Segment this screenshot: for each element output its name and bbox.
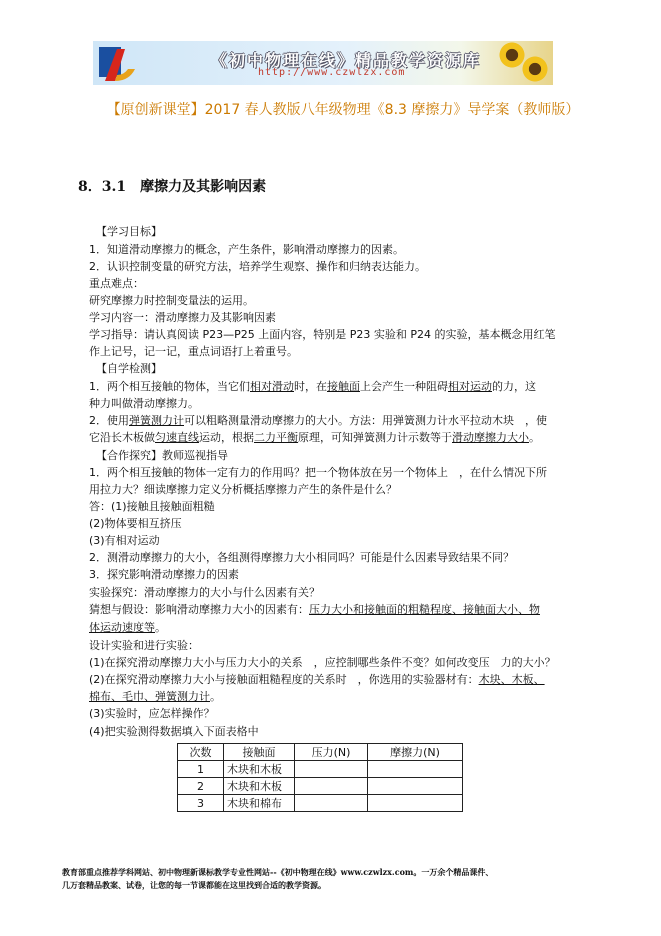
document-title: 【原创新课堂】2017 春人教版八年级物理《8.3 摩擦力》导学案（教师版）: [106, 102, 580, 118]
table-cell: 木块和木板: [224, 761, 295, 778]
coop-heading: 【合作探究】教师巡视指导: [96, 449, 228, 462]
site-logo: [95, 41, 141, 85]
coop-q1-cont: 用拉力大？细读摩擦力定义分析概括摩擦力产生的条件是什么？: [89, 483, 397, 496]
learning-guide: 学习指导：请认真阅读 P23—P25 上面内容，特别是 P23 实验和 P24 的实验，基本概念用红笔: [89, 328, 556, 341]
learning-content: 学习内容一：滑动摩擦力及其影响因素: [89, 311, 276, 324]
table-cell: 1: [178, 761, 224, 778]
header-cell: 接触面: [224, 744, 295, 761]
coop-q2: 2．测滑动摩擦力的大小，各组测得摩擦力大小相同吗？可能是什么因素导致结果不同？: [89, 551, 514, 564]
design-2-cont: 棉布、毛巾、弹簧测力计。: [89, 690, 221, 703]
data-table: [177, 743, 463, 812]
table-row: [178, 761, 463, 778]
header-cell: 压力(N): [295, 744, 368, 761]
table-cell: 木块和木板: [224, 778, 295, 795]
table-cell[interactable]: [295, 761, 368, 778]
table-cell[interactable]: [368, 761, 463, 778]
coop-q1: 1．两个相互接触的物体一定有力的作用吗？把一个物体放在另一个物体上 ，在什么情况下所: [89, 466, 547, 479]
design-heading: 设计实验和进行实验：: [89, 639, 199, 652]
header-banner: [93, 41, 553, 85]
self-test-q2-cont: 它沿长木板做匀速直线运动，根据二力平衡原理，可知弹簧测力计示数等于滑动摩擦力大小。: [89, 431, 540, 444]
goal-2: 2．认识控制变量的研究方法，培养学生观察、操作和归纳表达能力。: [89, 260, 426, 273]
self-test-q1-cont: 种力叫做滑动摩擦力。: [89, 397, 199, 410]
table-row: [178, 795, 463, 812]
self-test-q1: 1．两个相互接触的物体，当它们相对滑动时，在接触面上会产生一种阻碍相对运动的力，这: [89, 380, 536, 393]
learning-guide-cont: 作上记号，记一记，重点词语打上着重号。: [89, 345, 298, 358]
footer-line-2: 几万套精品教案、试卷，让您的每一节课都能在这里找到合适的教学资源。: [62, 880, 326, 890]
goals-heading: 【学习目标】: [96, 225, 162, 238]
key-text: 研究摩擦力时控制变量法的运用。: [89, 294, 254, 307]
coop-q3: 3．探究影响滑动摩擦力的因素: [89, 568, 239, 581]
banner-title: 《初中物理在线》精品教学资源库: [211, 51, 482, 70]
table-row: [178, 778, 463, 795]
answer-3: (3)有相对运动: [89, 534, 160, 547]
banner-url[interactable]: http://www.czwlzx.com: [258, 67, 406, 78]
self-test-heading: 【自学检测】: [96, 362, 162, 375]
self-test-q2: 2．使用弹簧测力计可以粗略测量滑动摩擦力的大小。方法：用弹簧测力计水平拉动木块 ，使: [89, 414, 547, 427]
hypothesis: 猜想与假设：影响滑动摩擦力大小的因素有：压力大小和接触面的粗糙程度、接触面大小、物: [89, 603, 540, 616]
design-3: (3)实验时，应怎样操作？: [89, 707, 215, 720]
footer-line-1: 教育部重点推荐学科网站、初中物理新课标教学专业性网站--《初中物理在线》www.czwlzx.com。一万余个精品课件、: [62, 867, 494, 877]
explore-question: 实验探究：滑动摩擦力的大小与什么因素有关？: [89, 586, 320, 599]
table-cell[interactable]: [368, 795, 463, 812]
answer-2: (2)物体要相互挤压: [89, 517, 182, 530]
key-heading: 重点难点：: [89, 277, 144, 290]
design-1: (1)在探究滑动摩擦力大小与压力大小的关系 ，应控制哪些条件不变？如何改变压 力的大小？: [89, 656, 556, 669]
hypothesis-cont: 体运动速度等。: [89, 621, 166, 634]
sunflower-decoration: [521, 55, 549, 83]
section-title: 8．3.1 摩擦力及其影响因素: [78, 179, 267, 195]
table-header-row: [178, 744, 463, 761]
design-4: (4)把实验测得数据填入下面表格中: [89, 725, 259, 738]
answer-1: 答：(1)接触且接触面粗糙: [89, 500, 215, 513]
table-cell[interactable]: [368, 778, 463, 795]
table-cell: 木块和棉布: [224, 795, 295, 812]
header-cell: 摩擦力(N): [368, 744, 463, 761]
table-cell: 3: [178, 795, 224, 812]
table-cell[interactable]: [295, 795, 368, 812]
header-cell: 次数: [178, 744, 224, 761]
goal-1: 1．知道滑动摩擦力的概念，产生条件，影响滑动摩擦力的因素。: [89, 243, 404, 256]
table-cell[interactable]: [295, 778, 368, 795]
design-2: (2)在探究滑动摩擦力大小与接触面粗糙程度的关系时 ，你选用的实验器材有：木块、木板、: [89, 673, 545, 686]
table-cell: 2: [178, 778, 224, 795]
